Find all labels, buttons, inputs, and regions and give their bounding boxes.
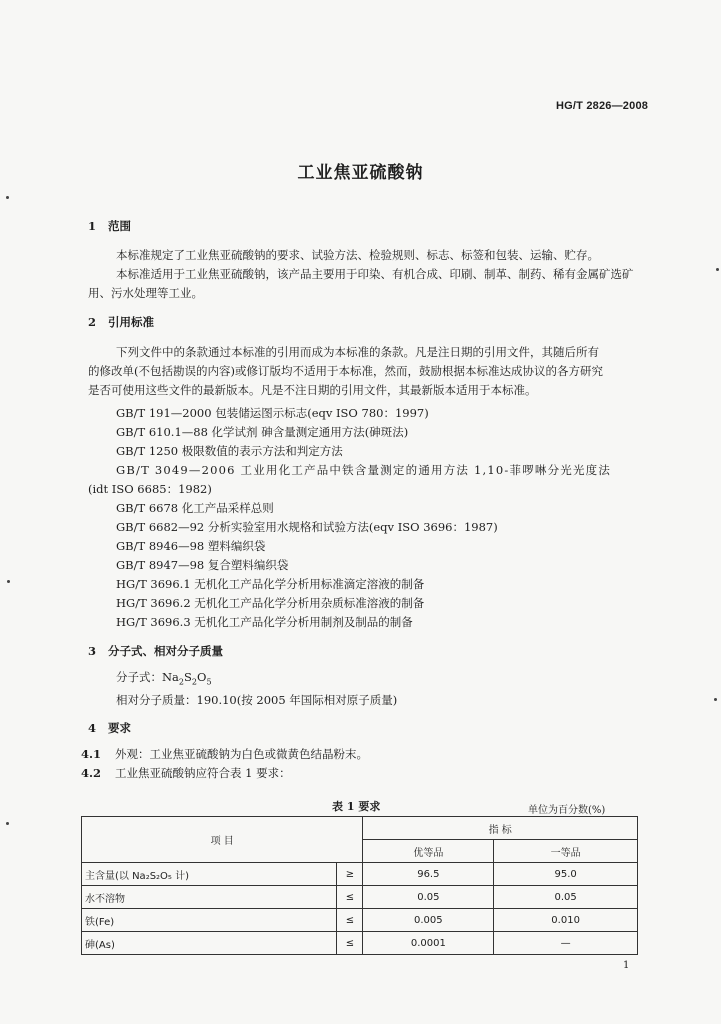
table-caption: 表 1 要求 <box>332 800 381 813</box>
row-operator: ≤ <box>337 932 363 955</box>
molecular-mass: 相对分子质量：190.10(按 2005 年国际相对原子质量) <box>116 693 398 707</box>
reference-item: GB/T 8946—98 塑料编织袋 <box>116 539 266 553</box>
paragraph-line: 的修改单(不包括勘误的内容)或修订版均不适用于本标准，然而，鼓励根据本标准达成协议的各方研究 <box>88 364 603 378</box>
formula-subscript: 5 <box>206 677 212 687</box>
section-2-heading <box>88 314 154 330</box>
reference-item: GB/T 8947—98 复合塑料编织袋 <box>116 558 289 572</box>
paragraph-line: 本标准适用于工业焦亚硫酸钠，该产品主要用于印染、有机合成、印刷、制革、制药、稀有金属矿选矿 <box>116 267 634 281</box>
table-unit: 单位为百分数(%) <box>528 805 606 816</box>
reference-item: GB/T 6678 化工产品采样总则 <box>116 501 274 515</box>
header-grade-1: 优等品 <box>363 840 494 863</box>
clause-text: 外观：工业焦亚硫酸钠为白色或微黄色结晶粉末。 <box>115 747 368 761</box>
scan-speck <box>6 196 9 199</box>
section-title: 引用标准 <box>108 315 154 329</box>
section-number: 3 <box>88 644 97 658</box>
reference-item: (idt ISO 6685：1982) <box>88 482 212 496</box>
row-item: 铁(Fe) <box>82 909 337 932</box>
scan-speck <box>7 580 10 583</box>
formula-part: O <box>197 670 207 684</box>
table-row <box>82 886 638 909</box>
clause-4-1 <box>81 746 368 762</box>
requirements-table <box>81 816 638 955</box>
row-value-grade-1: 96.5 <box>363 863 494 886</box>
table-row <box>82 932 638 955</box>
header-item: 项 目 <box>82 817 363 863</box>
row-item: 水不溶物 <box>82 886 337 909</box>
reference-item: GB/T 610.1—88 化学试剂 砷含量测定通用方法(砷斑法) <box>116 425 409 439</box>
row-operator: ≥ <box>337 863 363 886</box>
clause-number: 4.1 <box>81 747 102 761</box>
table-row <box>82 863 638 886</box>
document-title: 工业焦亚硫酸钠 <box>297 163 424 183</box>
row-operator: ≤ <box>337 886 363 909</box>
row-value-grade-1: 0.05 <box>363 886 494 909</box>
section-title: 分子式、相对分子质量 <box>108 644 223 658</box>
paragraph-line: 下列文件中的条款通过本标准的引用而成为本标准的条款。凡是注日期的引用文件，其随后所有 <box>116 345 599 359</box>
standard-code: HG/T 2826—2008 <box>556 100 649 112</box>
scan-speck <box>6 822 9 825</box>
reference-item: HG/T 3696.3 无机化工产品化学分析用制剂及制品的制备 <box>116 615 413 629</box>
row-value-grade-1: 0.0001 <box>363 932 494 955</box>
reference-item: GB/T 3049—2006 工业用化工产品中铁含量测定的通用方法 1,10-菲啰啉分光光度法 <box>116 463 612 477</box>
row-operator: ≤ <box>337 909 363 932</box>
formula-part: S <box>184 670 192 684</box>
paragraph-line: 用、污水处理等工业。 <box>88 286 203 300</box>
header-index: 指 标 <box>363 817 638 840</box>
reference-item: GB/T 1250 极限数值的表示方法和判定方法 <box>116 444 343 458</box>
section-title: 范围 <box>108 219 131 233</box>
scan-speck <box>716 268 719 271</box>
row-value-grade-2: 0.010 <box>494 909 638 932</box>
reference-item: HG/T 3696.2 无机化工产品化学分析用杂质标准溶液的制备 <box>116 596 425 610</box>
paragraph-line: 本标准规定了工业焦亚硫酸钠的要求、试验方法、检验规则、标志、标签和包装、运输、贮存。 <box>116 248 599 262</box>
row-value-grade-1: 0.005 <box>363 909 494 932</box>
paragraph-line: 是否可使用这些文件的最新版本。凡是不注日期的引用文件，其最新版本适用于本标准。 <box>88 383 537 397</box>
section-number: 1 <box>88 219 97 233</box>
reference-item: GB/T 191—2000 包装储运图示标志(eqv ISO 780：1997) <box>116 406 429 420</box>
section-number: 2 <box>88 315 97 329</box>
header-grade-2: 一等品 <box>494 840 638 863</box>
row-item: 主含量(以 Na₂S₂O₅ 计) <box>82 863 337 886</box>
row-value-grade-2: — <box>494 932 638 955</box>
section-number: 4 <box>88 721 97 735</box>
row-value-grade-2: 0.05 <box>494 886 638 909</box>
table-header-row <box>82 817 638 840</box>
formula-label: 分子式：Na <box>116 670 179 684</box>
clause-4-2 <box>81 765 291 781</box>
reference-item: HG/T 3696.1 无机化工产品化学分析用标准滴定溶液的制备 <box>116 577 425 591</box>
row-value-grade-2: 95.0 <box>494 863 638 886</box>
page-number: 1 <box>623 960 630 971</box>
section-3-heading <box>88 643 223 659</box>
formula-subscript: 2 <box>191 677 197 687</box>
table-row <box>82 909 638 932</box>
section-4-heading <box>88 720 131 736</box>
scan-speck <box>714 698 717 701</box>
row-item: 砷(As) <box>82 932 337 955</box>
clause-number: 4.2 <box>81 766 102 780</box>
section-1-heading <box>88 218 131 234</box>
clause-text: 工业焦亚硫酸钠应符合表 1 要求： <box>115 766 291 780</box>
molecular-formula <box>116 669 212 686</box>
reference-item: GB/T 6682—92 分析实验室用水规格和试验方法(eqv ISO 3696：1987) <box>116 520 498 534</box>
formula-subscript: 2 <box>178 677 185 687</box>
section-title: 要求 <box>108 721 131 735</box>
